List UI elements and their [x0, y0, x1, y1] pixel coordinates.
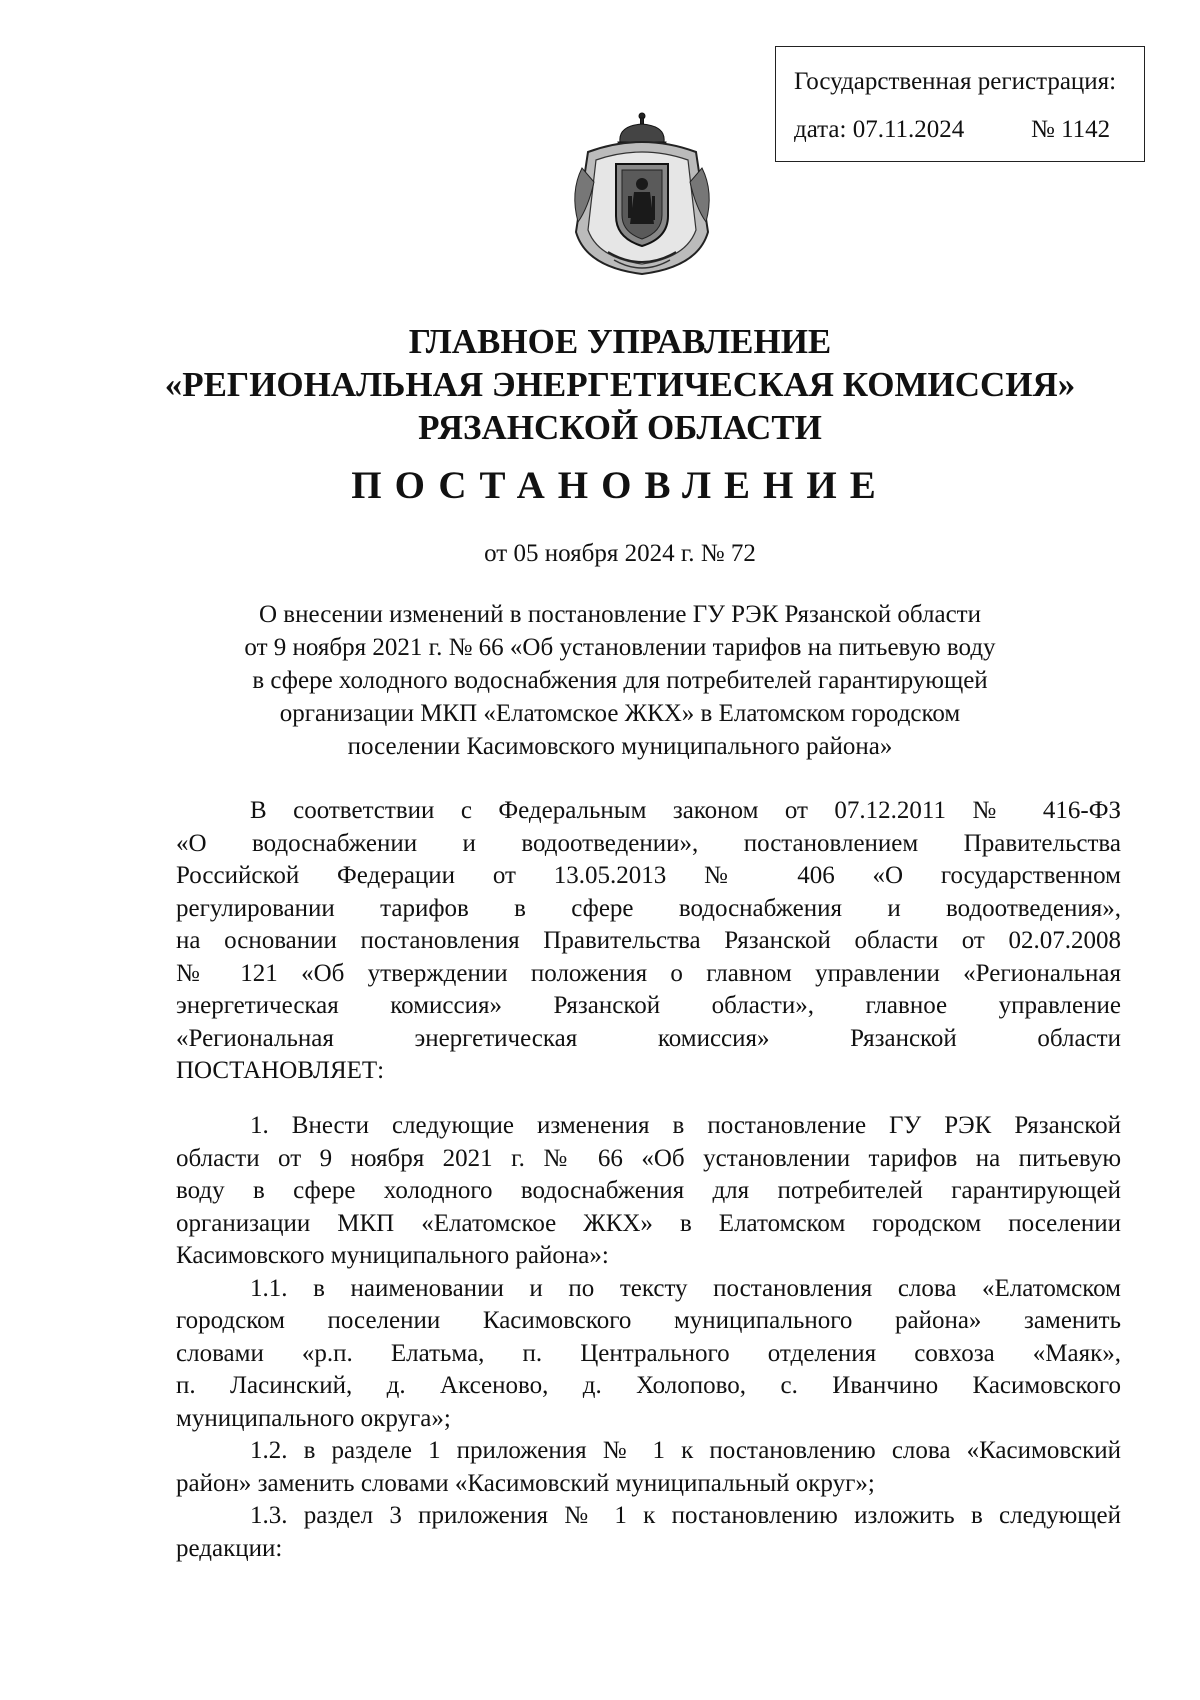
coat-of-arms-emblem	[568, 112, 716, 278]
item-line: 1.1. в наименовании и по тексту постановления слова «Елатомском	[250, 1274, 1121, 1302]
header-line-2: «РЕГИОНАЛЬНАЯ ЭНЕРГЕТИЧЕСКАЯ КОМИССИЯ»	[164, 365, 1076, 404]
preamble-line: В соответствии с Федеральным законом от 07.12.2011 № 416-ФЗ	[250, 797, 1121, 824]
preamble-resolves: ПОСТАНОВЛЯЕТ:	[176, 1057, 385, 1084]
item-line: словами «р.п. Елатьма, п. Центрального отделения совхоза «Маяк»,	[176, 1339, 1121, 1367]
preamble-line: «Региональная энергетическая комиссия» Рязанской области	[176, 1024, 1121, 1052]
preamble-line: энергетическая комиссия» Рязанской области», главное управление	[176, 992, 1121, 1019]
preamble-paragraph	[176, 795, 1121, 1088]
preamble-line: на основании постановления Правительства Рязанской области от 02.07.2008	[176, 927, 1121, 954]
item-line: городском поселении Касимовского муниципального района» заменить	[176, 1307, 1121, 1334]
item-line: Касимовского муниципального района»:	[176, 1242, 609, 1269]
item-line: воду в сфере холодного водоснабжения для потребителей гарантирующей	[176, 1177, 1121, 1204]
decree-items	[176, 1110, 1121, 1565]
preamble-line: «О водоснабжении и водоотведении», постановлением Правительства	[176, 829, 1121, 857]
subject-line: в сфере холодного водоснабжения для потребителей гарантирующей	[252, 667, 988, 694]
registration-box	[775, 46, 1145, 162]
subject-line: от 9 ноября 2021 г. № 66 «Об установлении тарифов на питьевую воду	[244, 634, 996, 661]
item-line: п. Ласинский, д. Аксеново, д. Холопово, с. Иванчино Касимовского	[176, 1372, 1121, 1399]
registration-number: № 1142	[1031, 116, 1111, 143]
item-line: 1. Внести следующие изменения в постановление ГУ РЭК Рязанской	[250, 1112, 1121, 1139]
preamble-line: Российской Федерации от 13.05.2013 № 406 «О государственном	[176, 862, 1121, 889]
decree-subject	[180, 598, 1060, 763]
authority-header	[150, 320, 1090, 449]
subject-line: организации МКП «Елатомское ЖКХ» в Елатомском городском	[279, 700, 961, 727]
preamble-line: регулировании тарифов в сфере водоснабжения и водоотведения»,	[176, 894, 1121, 922]
decree-title: ПОСТАНОВЛЕНИЕ	[351, 464, 889, 507]
subject-line: поселении Касимовского муниципального района»	[347, 733, 893, 760]
subject-line: О внесении изменений в постановление ГУ РЭК Рязанской области	[259, 601, 981, 628]
item-line: 1.3. раздел 3 приложения № 1 к постановлению изложить в следующей	[250, 1502, 1121, 1529]
decree-date: от 05 ноября 2024 г. № 72	[484, 540, 756, 567]
registration-title: Государственная регистрация:	[794, 68, 1117, 95]
item-line: район» заменить словами «Касимовский муниципальный округ»;	[176, 1469, 875, 1497]
registration-date: дата: 07.11.2024	[794, 116, 965, 143]
item-line: области от 9 ноября 2021 г. № 66 «Об установлении тарифов на питьевую	[176, 1144, 1121, 1172]
header-line-3: РЯЗАНСКОЙ ОБЛАСТИ	[418, 408, 822, 447]
item-line: редакции:	[176, 1534, 283, 1562]
item-line: организации МКП «Елатомское ЖКХ» в Елатомском городском поселении	[176, 1209, 1121, 1237]
item-line: 1.2. в разделе 1 приложения № 1 к постановлению слова «Касимовский	[250, 1437, 1121, 1464]
header-line-1: ГЛАВНОЕ УПРАВЛЕНИЕ	[408, 322, 832, 361]
item-line: муниципального округа»;	[176, 1404, 451, 1432]
preamble-line: № 121 «Об утверждении положения о главном управлении «Региональная	[176, 959, 1121, 987]
